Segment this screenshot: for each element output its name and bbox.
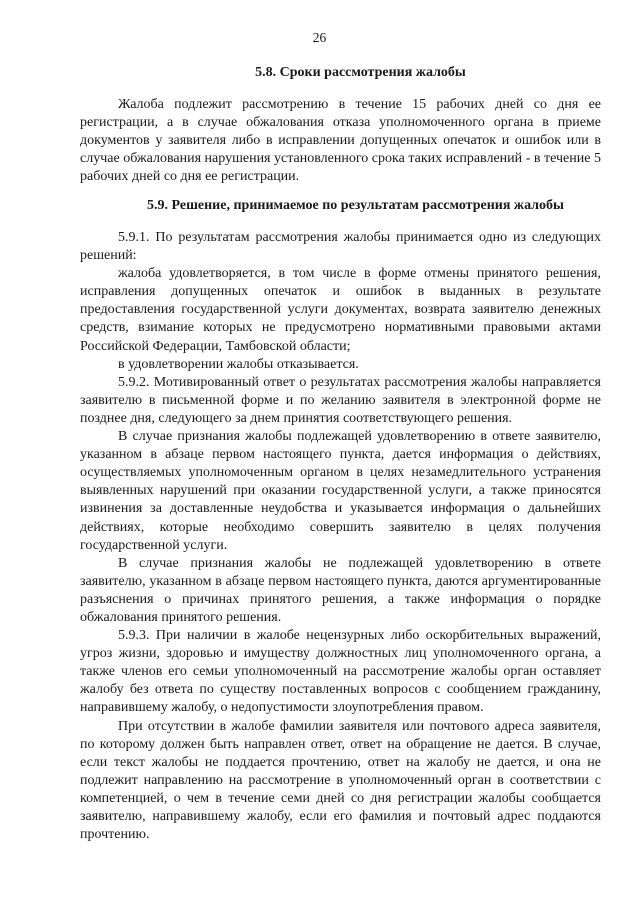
- paragraph: 5.9.2. Мотивированный ответ о результатах рассмотрения жалобы направляется заявителю в письменной форме и по желанию заявителя в электронной форме не позднее дня, следующего за днем принятия соответствующего решения.: [80, 374, 601, 426]
- paragraph: жалоба удовлетворяется, в том числе в форме отмены принятого решения, исправления допущенных опечаток и ошибок в выданных в результате предоставления государственной услуги документах, возврата заявителю денежных средств, взимание которых не предусмотрено нормативными правовыми актами Российской Федерации, Тамбовской области;: [80, 266, 601, 354]
- section-5-8-title: 5.8. Сроки рассмотрения жалобы: [255, 65, 466, 80]
- page-number: 26: [312, 30, 327, 45]
- paragraph: Жалоба подлежит рассмотрению в течение 15 рабочих дней со дня ее регистрации, а в случае обжалования отказа уполномоченного органа в приеме документов у заявителя либо в исправлении допущенных опечаток и ошибок или в случае обжалования нарушения установленного срока таких исправлений - в течение 5 рабочих дней со дня ее регистрации.: [80, 97, 601, 185]
- paragraph: 5.9.3. При наличии в жалобе нецензурных либо оскорбительных выражений, угроз жизни, здоровью и имуществу должностных лиц уполномоченного органа, а также членов его семьи уполномоченный на рассмотрение жалобы орган оставляет жалобу без ответа по существу поставленных вопросов с сообщением гражданину, направившему жалобу, о недопустимости злоупотребления правом.: [80, 628, 601, 716]
- paragraph: В случае признания жалобы не подлежащей удовлетворению в ответе заявителю, указанном в абзаце первом настоящего пункта, даются аргументированные разъяснения о причинах принятого решения, а также информация о порядке обжалования принятого решения.: [80, 555, 601, 625]
- paragraph: в удовлетворении жалобы отказывается.: [118, 356, 359, 372]
- paragraph: При отсутствии в жалобе фамилии заявителя или почтового адреса заявителя, по которому должен быть направлен ответ, ответ на обращение не дается. В случае, если текст жалобы не поддается прочтению, ответ на жалобу не дается, и она не подлежит направлению на рассмотрение в уполномоченный орган в соответствии с компетенцией, о чем в течение семи дней со дня регистрации жалобы сообщается заявителю, направившему жалобу, если его фамилия и почтовый адрес поддаются прочтению.: [80, 718, 601, 843]
- paragraph: В случае признания жалобы подлежащей удовлетворению в ответе заявителю, указанном в абзаце первом настоящего пункта, дается информация о действиях, осуществляемых уполномоченным органом в целях незамедлительного устранения выявленных нарушений при оказании государственной услуги, а также приносятся извинения за доставленные неудобства и указывается информация о дальнейших действиях, которые необходимо совершить заявителю в целях получения государственной услуги.: [80, 429, 601, 553]
- section-5-9-body: [80, 229, 601, 844]
- section-5-9-title: 5.9. Решение, принимаемое по результатам рассмотрения жалобы: [147, 198, 564, 213]
- section-5-8-body: [80, 96, 601, 186]
- paragraph: 5.9.1. По результатам рассмотрения жалобы принимается одно из следующих решений:: [80, 230, 601, 264]
